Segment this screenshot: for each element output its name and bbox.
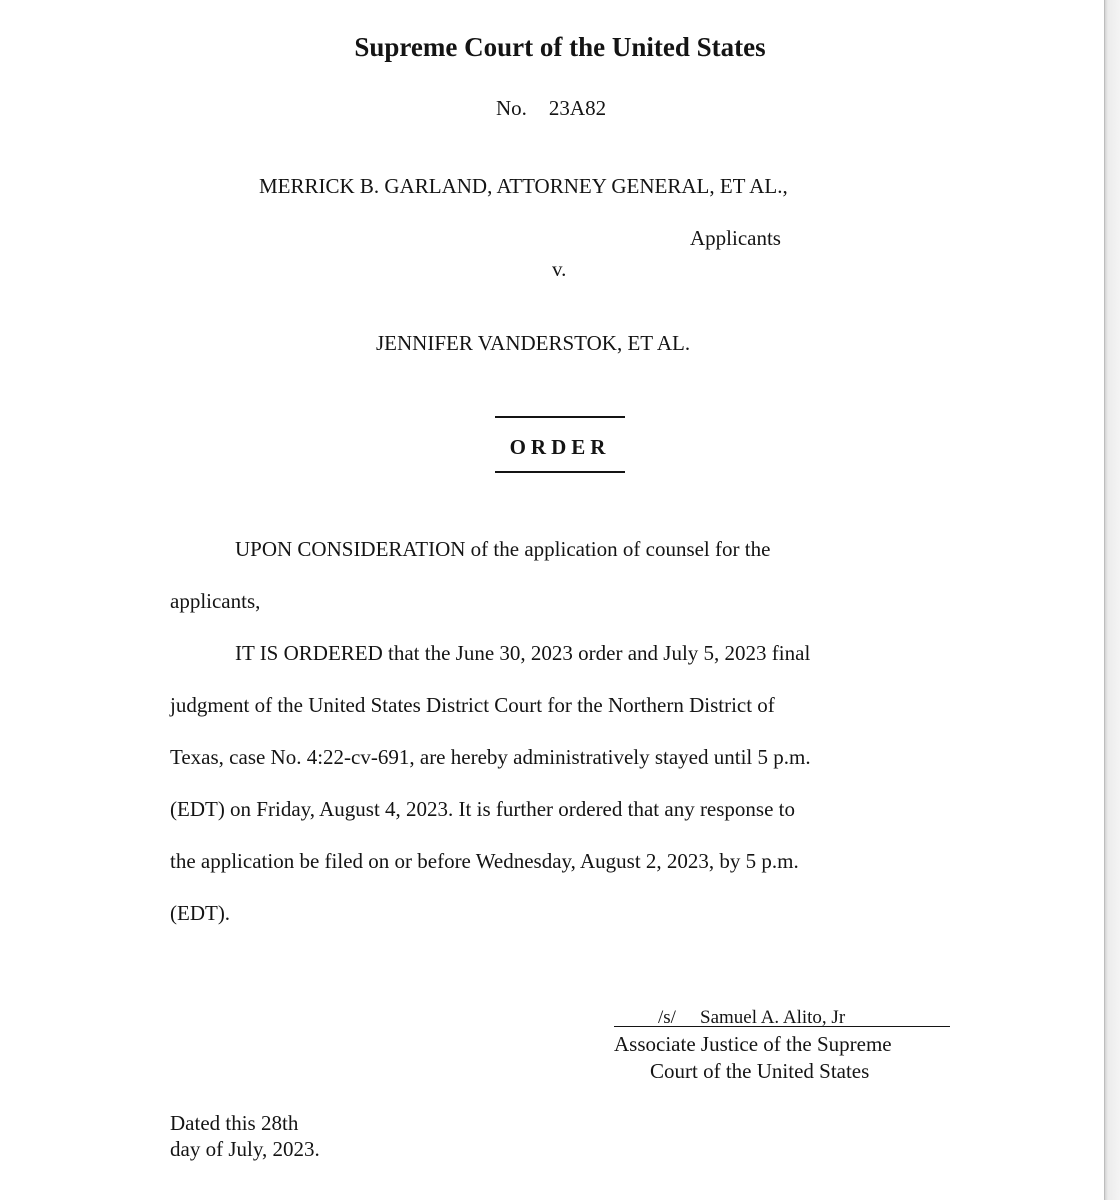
applicants-role: Applicants — [690, 226, 781, 250]
body-line: (EDT) on Friday, August 4, 2023. It is further ordered that any response to — [170, 797, 796, 821]
order-rule-bottom — [495, 471, 625, 473]
body-line: applicants, — [170, 589, 261, 613]
body-line: IT IS ORDERED that the June 30, 2023 order and July 5, 2023 final — [235, 641, 811, 665]
signature-title: Court of the United States — [650, 1059, 870, 1083]
respondents-name: JENNIFER VANDERSTOK, ET AL. — [376, 331, 691, 355]
order-rule-top — [495, 416, 625, 418]
docket-label: No. — [496, 96, 527, 120]
body-line: judgment of the United States District Court for the Northern District of — [170, 693, 775, 717]
body-line: UPON CONSIDERATION of the application of counsel for the — [235, 537, 771, 561]
signature-name: Samuel A. Alito, Jr — [700, 1007, 846, 1028]
applicants-name: MERRICK B. GARLAND, ATTORNEY GENERAL, ET AL., — [259, 174, 788, 198]
signature-slash-s: /s/ — [658, 1007, 676, 1028]
body-line: the application be filed on or before Wednesday, August 2, 2023, by 5 p.m. — [170, 849, 799, 873]
dated-line: day of July, 2023. — [170, 1137, 320, 1161]
body-line: (EDT). — [170, 901, 231, 925]
docket-number — [496, 98, 606, 119]
body-line: Texas, case No. 4:22-cv-691, are hereby administratively stayed until 5 p.m. — [170, 745, 811, 769]
signature-title: Associate Justice of the Supreme — [614, 1032, 892, 1056]
versus-label: v. — [552, 257, 567, 281]
page-edge-shadow — [1104, 0, 1120, 1200]
signature-line — [614, 1026, 950, 1027]
court-title: Supreme Court of the United States — [354, 32, 766, 62]
dated-line: Dated this 28th — [170, 1111, 299, 1135]
docket-value: 23A82 — [548, 96, 607, 120]
order-title: ORDER — [509, 435, 611, 459]
